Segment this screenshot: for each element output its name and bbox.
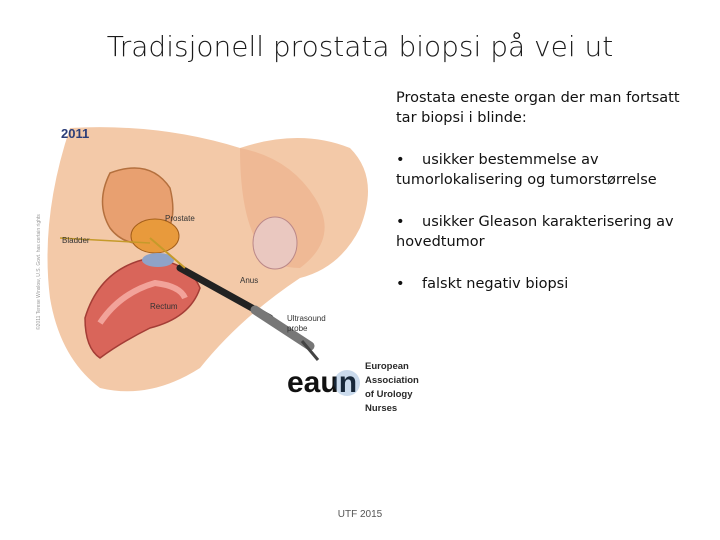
intro-text: Prostata eneste organ der man fortsatt tar biopsi i blinde: (396, 90, 680, 126)
label-anus: Anus (240, 276, 259, 285)
bullet-marker: • (396, 276, 405, 292)
bullet-item (396, 150, 696, 190)
bullet-item (396, 274, 696, 294)
slide-body (396, 88, 696, 294)
logo-mark: eaun (287, 366, 358, 399)
slide-title: Tradisjonell prostata biopsi på vei ut (106, 30, 614, 63)
label-bladder: Bladder (62, 236, 90, 245)
bullet-item (396, 212, 696, 252)
bullet-text: usikker bestemmelse av tumorlokalisering og tumorstørrelse (396, 152, 657, 188)
logo-line: Association (365, 375, 419, 386)
bullet-marker: • (396, 214, 405, 230)
bullet-marker: • (396, 152, 405, 168)
slide-footer: UTF 2015 (337, 509, 383, 520)
label-prostate: Prostate (165, 214, 195, 223)
logo-line: European (365, 361, 409, 372)
logo-line: Nurses (365, 403, 398, 414)
logo-text (365, 360, 419, 416)
label-ultrasound: Ultrasound (287, 314, 326, 323)
bullet-text: usikker Gleason karakterisering av hovedtumor (396, 214, 674, 250)
illustration-year: 2011 (61, 126, 90, 141)
illustration-copyright: ©2011 Terese Winslow, U.S. Govt. has certain rights (36, 214, 42, 330)
bullet-text: falskt negativ biopsi (422, 276, 569, 292)
label-probe: probe (287, 324, 308, 333)
label-rectum: Rectum (150, 302, 178, 311)
logo-line: of Urology (365, 389, 413, 400)
